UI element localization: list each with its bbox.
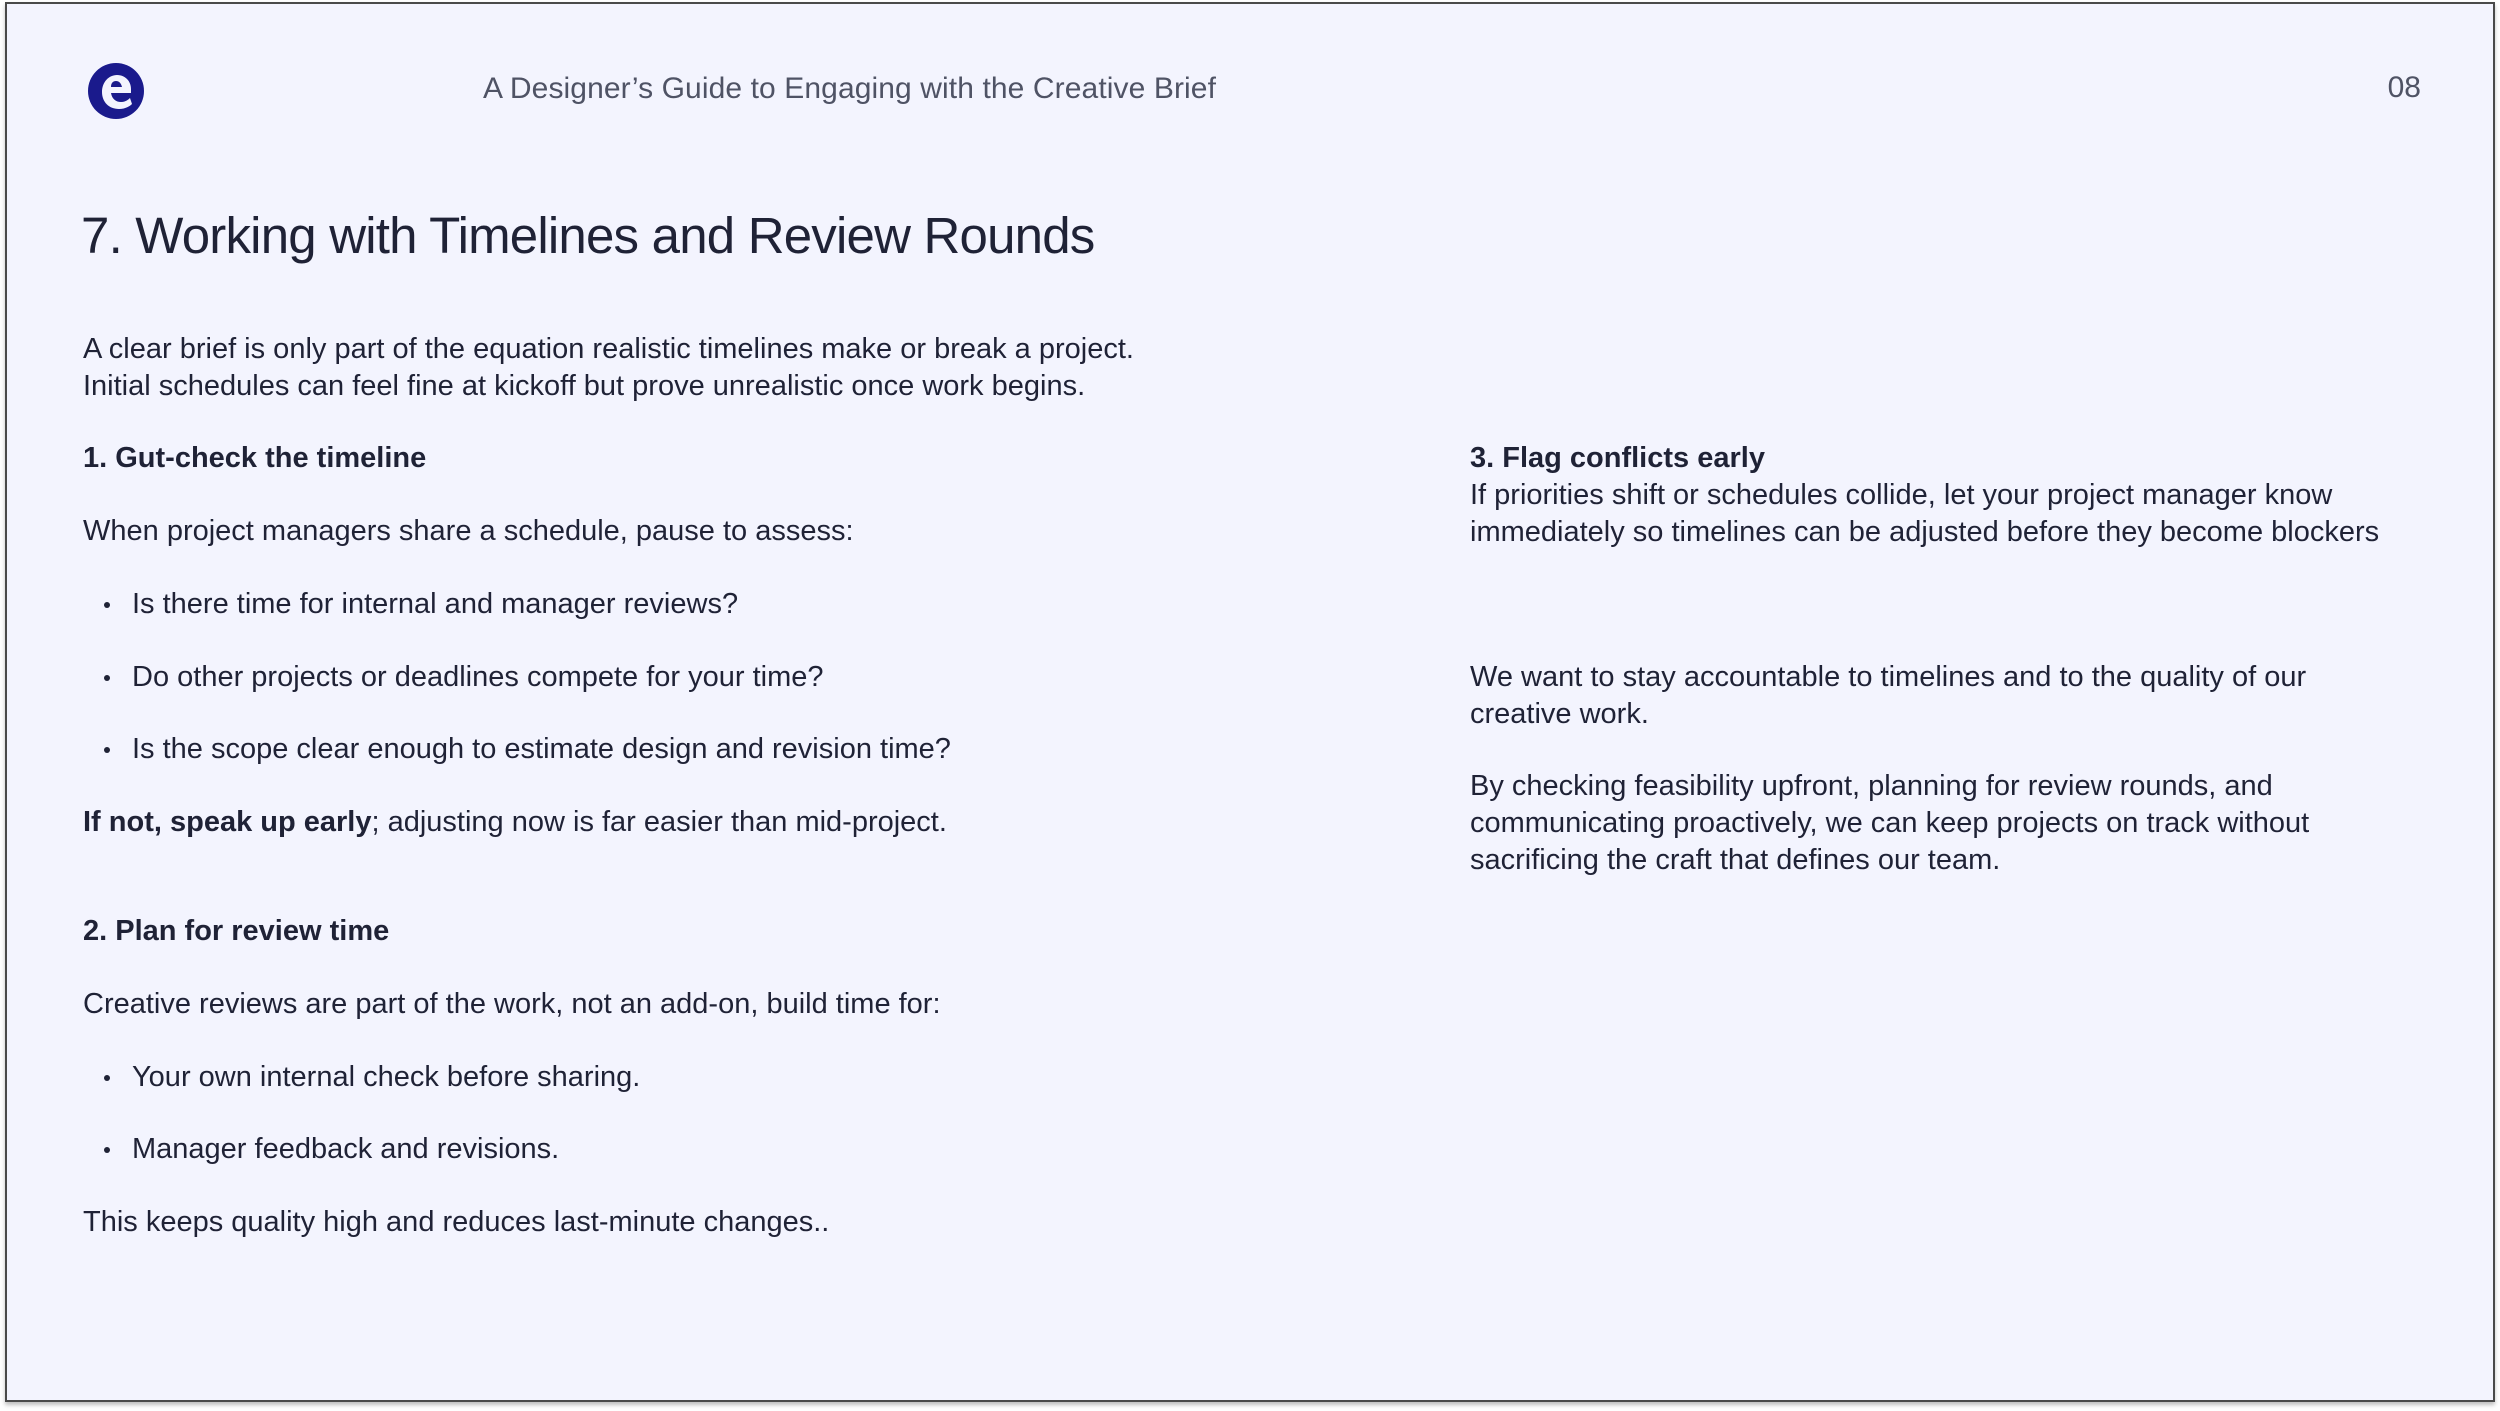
- gut-check-closing-emphasis: If not, speak up early: [83, 806, 372, 838]
- slide: [5, 2, 2495, 1402]
- list-item-text: Is the scope clear enough to estimate design and revision time?: [132, 733, 951, 765]
- section-title: 7. Working with Timelines and Review Rounds: [81, 207, 1095, 264]
- review-time-lead: Creative reviews are part of the work, not an add-on, build time for:: [83, 988, 941, 1020]
- intro-paragraph: [83, 331, 1383, 405]
- flag-conflicts-body: If priorities shift or schedules collide, let your project manager know immediately so timelines can be adjusted before they become blockers: [1470, 479, 2380, 548]
- gut-check-lead: When project managers share a schedule, pause to assess:: [83, 515, 854, 547]
- flag-conflicts-heading: 3. Flag conflicts early: [1470, 442, 1765, 474]
- bullet-dot-icon: [104, 602, 110, 608]
- bullet-dot-icon: [104, 675, 110, 681]
- bullet-dot-icon: [104, 747, 110, 753]
- summary-paragraph: We want to stay accountable to timelines and to the quality of our creative work.: [1470, 661, 2307, 730]
- page-number: 08: [2387, 71, 2421, 104]
- review-time-heading: 2. Plan for review time: [83, 915, 390, 947]
- list-item-text: Your own internal check before sharing.: [132, 1061, 641, 1093]
- gut-check-closing-rest: ; adjusting now is far easier than mid-project.: [371, 806, 947, 838]
- intro-line: Initial schedules can feel fine at kickoff but prove unrealistic once work begins.: [83, 370, 1086, 402]
- brand-logo-icon: [85, 60, 147, 122]
- summary-paragraph: By checking feasibility upfront, planning for review rounds, and communicating proactively, we can keep projects on track without sacrificing the craft that defines our team.: [1470, 770, 2310, 876]
- list-item-text: Manager feedback and revisions.: [132, 1133, 560, 1165]
- list-item-text: Do other projects or deadlines compete for your time?: [132, 661, 824, 693]
- bullet-dot-icon: [104, 1075, 110, 1081]
- bullet-dot-icon: [104, 1147, 110, 1153]
- intro-line: A clear brief is only part of the equation realistic timelines make or break a project.: [83, 333, 1134, 365]
- review-time-closing: This keeps quality high and reduces last-minute changes..: [83, 1206, 830, 1238]
- gut-check-heading: 1. Gut-check the timeline: [83, 442, 427, 474]
- list-item-text: Is there time for internal and manager reviews?: [132, 588, 739, 620]
- document-title: A Designer’s Guide to Engaging with the Creative Brief: [483, 72, 1217, 105]
- gut-check-closing: [83, 804, 947, 841]
